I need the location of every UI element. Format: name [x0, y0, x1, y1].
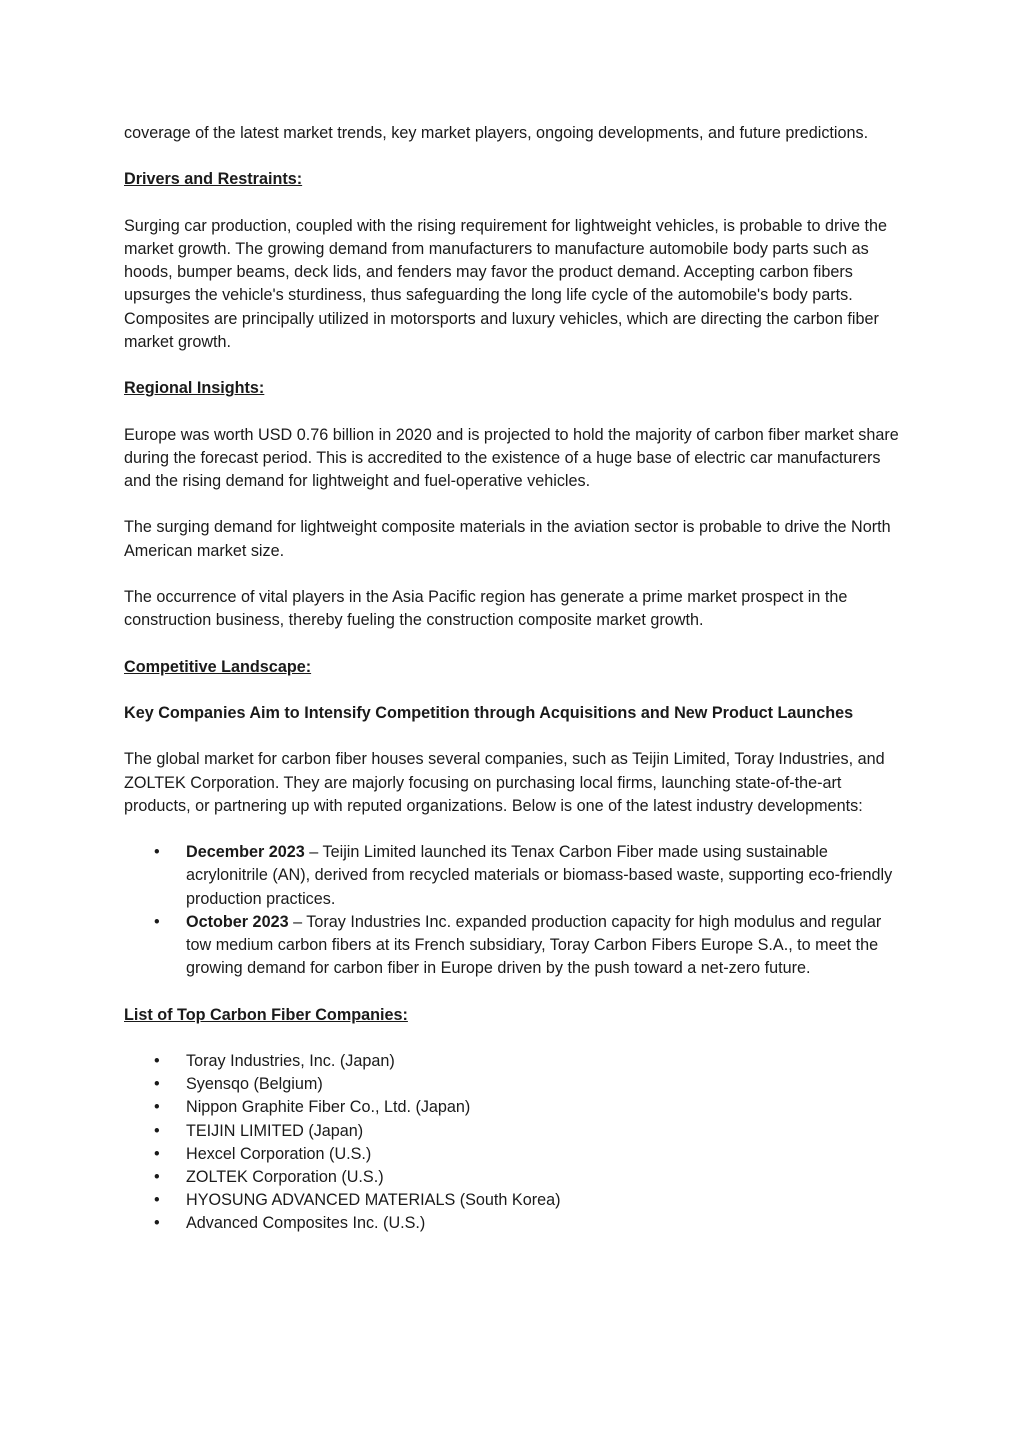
regional-paragraph-asia-pacific: The occurrence of vital players in the Asia Pacific region has generate a prime market prospect in the construction business, thereby fueling the construction composite market growth. [124, 587, 848, 630]
bullet-icon: • [154, 1214, 160, 1233]
company-name: Toray Industries, Inc. (Japan) [186, 1051, 395, 1070]
development-text: – Toray Industries Inc. expanded production capacity for high modulus and regular tow medium carbon fibers at its French subsidiary, Toray Carbon Fibers Europe S.A., to meet the growing demand for carbon fiber in Europe driven by the push toward a net-zero future. [186, 912, 882, 978]
regional-paragraph-europe: Europe was worth USD 0.76 billion in 2020 and is projected to hold the majority of carbon fiber market share during the forecast period. This is accredited to the existence of a huge base of electric car manufacturers and the rising demand for lightweight and fuel-operative vehicles. [124, 425, 899, 490]
list-item [124, 1073, 904, 1096]
bullet-icon: • [154, 843, 160, 862]
list-item [124, 1120, 904, 1143]
regional-paragraph-north-america: The surging demand for lightweight composite materials in the aviation sector is probable to drive the North American market size. [124, 518, 891, 560]
competitive-heading: Competitive Landscape: [124, 657, 312, 676]
list-item [124, 1212, 904, 1235]
bullet-icon: • [154, 1098, 160, 1117]
list-item [124, 911, 904, 981]
regional-heading: Regional Insights: [124, 379, 265, 398]
competitive-subheading: Key Companies Aim to Intensify Competition through Acquisitions and New Product Launches [124, 703, 854, 722]
developments-list [124, 841, 904, 980]
companies-list [124, 1050, 904, 1236]
development-date: December 2023 [186, 843, 305, 862]
bullet-icon: • [154, 1121, 160, 1140]
bullet-icon: • [154, 1191, 160, 1210]
bullet-icon: • [154, 1075, 160, 1094]
company-name: TEIJIN LIMITED (Japan) [186, 1121, 364, 1140]
bullet-icon: • [154, 912, 160, 931]
bullet-icon: • [154, 1167, 160, 1186]
intro-paragraph: coverage of the latest market trends, key market players, ongoing developments, and future predictions. [124, 124, 869, 142]
company-name: Hexcel Corporation (U.S.) [186, 1144, 372, 1163]
list-item [124, 1166, 904, 1189]
companies-heading: List of Top Carbon Fiber Companies: [124, 1005, 408, 1024]
bullet-icon: • [154, 1144, 160, 1163]
bullet-icon: • [154, 1051, 160, 1070]
list-item [124, 1096, 904, 1119]
development-date: October 2023 [186, 912, 289, 931]
development-text: – Teijin Limited launched its Tenax Carbon Fiber made using sustainable acrylonitrile (AN), derived from recycled materials or biomass-based waste, supporting eco-friendly production practices. [186, 843, 893, 908]
document-page [124, 122, 904, 1259]
company-name: HYOSUNG ADVANCED MATERIALS (South Korea) [186, 1191, 561, 1210]
company-name: Nippon Graphite Fiber Co., Ltd. (Japan) [186, 1098, 471, 1117]
list-item [124, 841, 904, 911]
list-item [124, 1143, 904, 1166]
list-item [124, 1189, 904, 1212]
company-name: Advanced Composites Inc. (U.S.) [186, 1214, 426, 1233]
drivers-heading: Drivers and Restraints: [124, 170, 303, 189]
company-name: Syensqo (Belgium) [186, 1075, 323, 1094]
company-name: ZOLTEK Corporation (U.S.) [186, 1167, 384, 1186]
competitive-paragraph: The global market for carbon fiber houses several companies, such as Teijin Limited, Toray Industries, and ZOLTEK Corporation. They are majorly focusing on purchasing local firms, launching state-of-the-art products, or partnering up with reputed organizations. Below is one of the latest industry developments: [124, 750, 885, 815]
drivers-paragraph: Surging car production, coupled with the rising requirement for lightweight vehicles, is probable to drive the market growth. The growing demand from manufacturers to manufacture automobile body parts such as hoods, bumper beams, deck lids, and fenders may favor the product demand. Accepting carbon fibers upsurges the vehicle's sturdiness, thus safeguarding the long life cycle of the automobile's body parts. Composites are principally utilized in motorsports and luxury vehicles, which are directing the carbon fiber market growth. [124, 216, 888, 351]
list-item [124, 1050, 904, 1073]
